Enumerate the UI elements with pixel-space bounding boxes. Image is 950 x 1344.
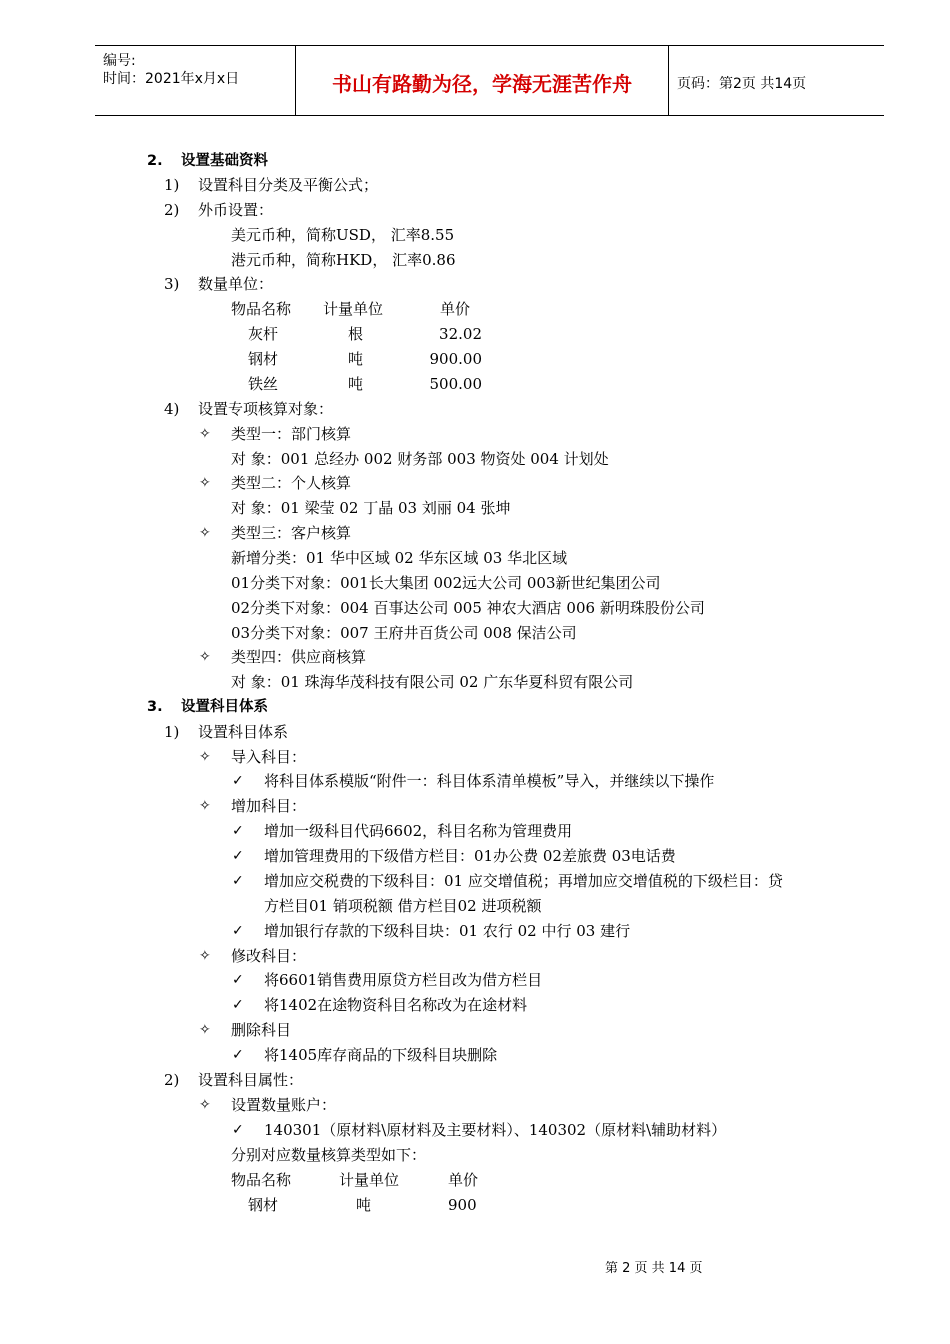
diamond-bullet-icon: ✧ — [199, 1097, 211, 1113]
table-header-cell: 计量单位 — [323, 300, 384, 318]
doc-time-label: 时间：2021年x月x日 — [103, 71, 240, 87]
item-text: 设置科目分类及平衡公式； — [198, 176, 379, 194]
currency-hkd: 港元币种，简称HKD， 汇率0.86 — [231, 251, 456, 269]
type-objects: 新增分类：01 华中区域 02 华东区域 03 华北区域 — [231, 549, 568, 567]
table-cell: 灰杆 — [248, 325, 279, 343]
table-cell: 钢材 — [248, 1196, 279, 1214]
table-header-cell: 物品名称 — [231, 300, 292, 318]
page-header — [95, 45, 884, 116]
section-title: 设置科目体系 — [181, 699, 268, 715]
step-text: 增加应交税费的下级科目：01 应交增值税；再增加应交增值税的下级栏目：贷 — [264, 872, 783, 890]
table-cell: 900 — [448, 1196, 477, 1214]
item-number: 2) — [164, 1071, 180, 1089]
item-number: 1) — [164, 176, 180, 194]
diamond-bullet-icon: ✧ — [199, 798, 211, 814]
step-text: 将1405库存商品的下级科目块删除 — [264, 1046, 498, 1064]
header-page-info: 页码：第2页 共14页 — [677, 76, 807, 92]
table-cell: 500.00 — [429, 375, 482, 393]
item-number: 3) — [164, 275, 180, 293]
table-cell: 铁丝 — [248, 375, 279, 393]
type-heading: 类型三：客户核算 — [231, 524, 352, 542]
header-motto: 书山有路勤为径，学海无涯苦作舟 — [332, 72, 632, 96]
diamond-bullet-icon: ✧ — [199, 1022, 211, 1038]
header-divider — [668, 46, 669, 115]
check-bullet-icon: ✓ — [232, 972, 244, 988]
type-objects: 对 象：01 珠海华茂科技有限公司 02 广东华夏科贸有限公司 — [231, 673, 634, 691]
step-text: 增加一级科目代码6602，科目名称为管理费用 — [264, 822, 573, 840]
subheading: 删除科目 — [231, 1021, 292, 1039]
step-text: 增加银行存款的下级科目块：01 农行 02 中行 03 建行 — [264, 922, 631, 940]
check-bullet-icon: ✓ — [232, 1122, 244, 1138]
step-text: 增加管理费用的下级借方栏目：01办公费 02差旅费 03电话费 — [264, 847, 676, 865]
item-text: 设置专项核算对象： — [198, 400, 334, 418]
type-objects: 对 象：01 梁莹 02 丁晶 03 刘丽 04 张坤 — [231, 499, 511, 517]
type-heading: 类型一：部门核算 — [231, 425, 352, 443]
diamond-bullet-icon: ✧ — [199, 475, 211, 491]
section-number: 3. — [147, 699, 163, 715]
table-cell: 吨 — [348, 350, 364, 368]
subheading: 设置数量账户： — [231, 1096, 337, 1114]
table-cell: 吨 — [356, 1196, 372, 1214]
diamond-bullet-icon: ✧ — [199, 948, 211, 964]
type-objects: 01分类下对象：001长大集团 002远大公司 003新世纪集团公司 — [231, 574, 661, 592]
currency-usd: 美元币种，简称USD， 汇率8.55 — [231, 226, 455, 244]
section-title: 设置基础资料 — [181, 153, 268, 169]
subheading: 导入科目： — [231, 748, 307, 766]
table-cell: 32.02 — [439, 325, 482, 343]
table-cell: 钢材 — [248, 350, 279, 368]
table-cell: 900.00 — [429, 350, 482, 368]
step-text: 140301（原材料\原材料及主要材料）、140302（原材料\辅助材料） — [264, 1121, 727, 1139]
table-cell: 根 — [348, 325, 364, 343]
item-number: 2) — [164, 201, 180, 219]
item-text: 设置科目体系 — [198, 723, 289, 741]
step-text: 将1402在途物资科目名称改为在途材料 — [264, 996, 528, 1014]
subheading: 修改科目： — [231, 947, 307, 965]
diamond-bullet-icon: ✧ — [199, 649, 211, 665]
item-number: 1) — [164, 723, 180, 741]
check-bullet-icon: ✓ — [232, 848, 244, 864]
type-objects: 对 象：001 总经办 002 财务部 003 物资处 004 计划处 — [231, 450, 609, 468]
doc-code-label: 编号: — [103, 53, 136, 69]
item-text: 外币设置： — [198, 201, 274, 219]
table-header-cell: 单价 — [440, 300, 471, 318]
step-text-continued: 方栏目01 销项税额 借方栏目02 进项税额 — [264, 897, 542, 915]
check-bullet-icon: ✓ — [232, 773, 244, 789]
diamond-bullet-icon: ✧ — [199, 525, 211, 541]
type-heading: 类型二：个人核算 — [231, 474, 352, 492]
table-header-cell: 单价 — [448, 1171, 479, 1189]
item-text: 设置科目属性： — [198, 1071, 304, 1089]
step-text: 将科目体系模版“附件一：科目体系清单模板”导入，并继续以下操作 — [264, 772, 715, 790]
diamond-bullet-icon: ✧ — [199, 749, 211, 765]
type-objects: 02分类下对象：004 百事达公司 005 神农大酒店 006 新明珠股份公司 — [231, 599, 705, 617]
table-header-cell: 计量单位 — [339, 1171, 400, 1189]
section-number: 2. — [147, 153, 163, 169]
item-text: 数量单位： — [198, 275, 274, 293]
step-text: 将6601销售费用原贷方栏目改为借方栏目 — [264, 971, 543, 989]
note-text: 分别对应数量核算类型如下： — [231, 1146, 427, 1164]
item-number: 4) — [164, 400, 180, 418]
check-bullet-icon: ✓ — [232, 1047, 244, 1063]
check-bullet-icon: ✓ — [232, 873, 244, 889]
check-bullet-icon: ✓ — [232, 823, 244, 839]
type-heading: 类型四：供应商核算 — [231, 648, 367, 666]
check-bullet-icon: ✓ — [232, 997, 244, 1013]
check-bullet-icon: ✓ — [232, 923, 244, 939]
diamond-bullet-icon: ✧ — [199, 426, 211, 442]
type-objects: 03分类下对象：007 王府井百货公司 008 保洁公司 — [231, 624, 577, 642]
subheading: 增加科目： — [231, 797, 307, 815]
table-header-cell: 物品名称 — [231, 1171, 292, 1189]
table-cell: 吨 — [348, 375, 364, 393]
page-footer: 第 2 页 共 14 页 — [605, 1261, 703, 1276]
